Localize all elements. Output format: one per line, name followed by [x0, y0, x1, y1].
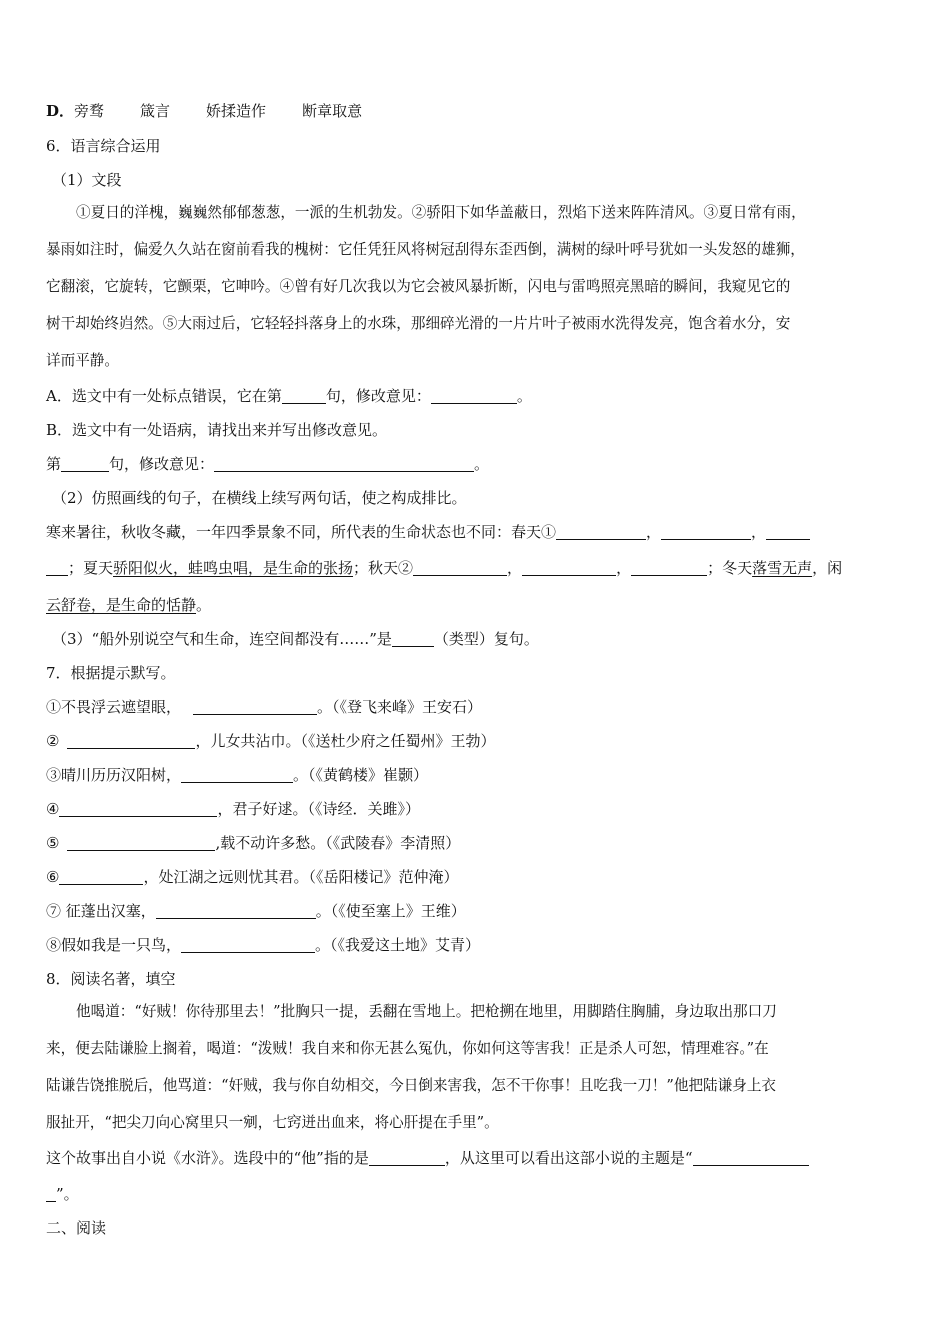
q6-passage-line: 暴雨如注时，偏爱久久站在窗前看我的槐树：它任凭狂风将树冠刮得东歪西倒，满树的绿叶呼号犹如一头发怒的雄狮，	[46, 241, 805, 258]
poem-source: ，君子好逑。（《诗经．关雎》）	[217, 800, 420, 818]
q7-item	[46, 901, 906, 921]
q6-title: 6．语言综合运用	[46, 137, 161, 155]
q8-passage-line: 陆谦告饶推脱后，他骂道：“奸贼，我与你自幼相交，今日倒来害我，怎不干你事！且吃我一刀！”他把陆谦身上衣	[46, 1077, 777, 1094]
poem-line: ⑤	[46, 834, 60, 852]
q7-item	[46, 765, 906, 785]
answer-blank[interactable]	[766, 524, 810, 540]
poem-line: ⑥	[46, 868, 60, 886]
question-text: ，从这里可以看出这部小说的主题是“	[444, 1149, 693, 1167]
punctuation: ，	[646, 523, 662, 541]
answer-blank[interactable]	[67, 733, 195, 749]
q7-item	[46, 697, 906, 717]
q6-part2-line	[46, 522, 906, 542]
option-word: 旁骛	[74, 102, 105, 120]
option-word: 断章取意	[302, 102, 363, 120]
poem-line: ①不畏浮云遮望眼，	[46, 698, 182, 716]
underlined-sentence: 落雪无声	[752, 559, 813, 577]
q7-item	[46, 799, 906, 819]
q8-passage-line: 来，便去陆谦脸上搁着，喝道：“泼贼！我自来和你无甚么冤仇，你如何这等害我！正是杀人可恕，情理难容。”在	[46, 1040, 769, 1057]
answer-blank[interactable]	[556, 524, 646, 540]
q6-part2-line	[46, 595, 906, 615]
answer-blank[interactable]	[522, 560, 616, 576]
punctuation: ，	[751, 523, 767, 541]
q8-passage-line: 他喝道：“好贼！你待那里去！”批胸只一提，丢翻在雪地上。把枪搠在地里，用脚踏住胸脯，身边取出那口刀	[76, 1003, 777, 1020]
q6-part2-title: （2）仿照画线的句子，在横线上续写两句话，使之构成排比。	[52, 489, 467, 507]
answer-blank[interactable]	[282, 388, 326, 404]
answer-blank[interactable]	[193, 699, 317, 715]
q6-passage-line: 它翻滚，它旋转，它颤栗，它呻吟。④曾有好几次我以为它会被风暴折断，闪电与雷鸣照亮黑暗的瞬间，我窥见它的	[46, 278, 791, 295]
question-text: ；冬天	[707, 559, 753, 577]
q6-part3	[52, 629, 912, 649]
punctuation: 。	[196, 596, 212, 614]
question-text: ，闲	[812, 559, 843, 577]
q7-title: 7．根据提示默写。	[46, 664, 176, 682]
question-text: ；秋天②	[353, 559, 414, 577]
question-text: 这个故事出自小说《水浒》。选段中的“他”指的是	[46, 1149, 369, 1167]
poem-source: 。（《我爱这土地》艾青）	[315, 936, 481, 954]
q6-question-b-answer	[46, 454, 906, 474]
q6-part1-title: （1）文段	[52, 171, 122, 189]
section-heading: 二、阅读	[46, 1219, 107, 1237]
answer-blank[interactable]	[631, 560, 707, 576]
q8-title: 8．阅读名著，填空	[46, 970, 176, 988]
q7-item	[46, 867, 906, 887]
question-text: 寒来暑往，秋收冬藏，一年四季景象不同，所代表的生命状态也不同：春天①	[46, 523, 557, 541]
answer-blank[interactable]	[214, 456, 474, 472]
answer-blank[interactable]	[413, 560, 507, 576]
question-text: 第	[46, 455, 62, 473]
answer-blank[interactable]	[59, 869, 143, 885]
answer-blank[interactable]	[61, 456, 109, 472]
q7-item	[46, 833, 906, 853]
q8-question	[46, 1148, 906, 1168]
q6-question-b: B．选文中有一处语病，请找出来并写出修改意见。	[46, 421, 388, 439]
poem-line: ③晴川历历汉阳树，	[46, 766, 182, 784]
option-label: D．	[46, 102, 75, 120]
answer-blank[interactable]	[369, 1150, 445, 1166]
answer-blank[interactable]	[156, 903, 316, 919]
q8-question-cont	[46, 1184, 906, 1204]
poem-line: ④	[46, 800, 60, 818]
punctuation: ，	[616, 559, 632, 577]
answer-blank[interactable]	[661, 524, 751, 540]
q7-item	[46, 935, 906, 955]
question-text: 句，修改意见：	[325, 387, 431, 405]
answer-blank[interactable]	[67, 835, 215, 851]
punctuation: 。	[474, 455, 490, 473]
poem-line: ⑧假如我是一只鸟，	[46, 936, 182, 954]
answer-blank[interactable]	[431, 388, 517, 404]
poem-source: 。（《使至塞上》王维）	[315, 902, 466, 920]
answer-blank[interactable]	[693, 1150, 809, 1166]
punctuation: ”。	[56, 1185, 79, 1203]
q6-passage-line: ①夏日的洋槐，巍巍然郁郁葱葱，一派的生机勃发。②骄阳下如华盖蔽日，烈焰下送来阵阵清风。③夏日常有雨，	[76, 204, 806, 221]
q6-passage-line: 树干却始终岿然。⑤大雨过后，它轻轻抖落身上的水珠，那细碎光滑的一片片叶子被雨水洗得发亮，饱含着水分，安	[46, 315, 791, 332]
underlined-sentence: 云舒卷，是生命的恬静	[46, 596, 197, 614]
q7-item	[46, 731, 906, 751]
answer-blank[interactable]	[46, 1186, 56, 1202]
poem-source: 。（《黄鹤楼》崔颢）	[293, 766, 429, 784]
poem-source: ，处江湖之远则忧其君。（《岳阳楼记》范仲淹）	[143, 868, 459, 886]
question-text: A．选文中有一处标点错误，它在第	[46, 387, 282, 405]
poem-line: ②	[46, 732, 60, 750]
question-text: 句，修改意见：	[109, 455, 215, 473]
option-word: 娇揉造作	[206, 102, 267, 120]
answer-blank[interactable]	[181, 767, 293, 783]
poem-source: ,载不动许多愁。（《武陵春》李清照）	[215, 834, 461, 852]
q6-part2-line	[46, 558, 906, 578]
q8-passage-line: 服扯开，“把尖刀向心窝里只一剜，七窍迸出血来，将心肝提在手里”。	[46, 1114, 499, 1131]
question-text: （3）“船外别说空气和生命，连空间都没有……”是	[52, 630, 392, 648]
punctuation: 。	[516, 387, 532, 405]
answer-blank[interactable]	[46, 560, 68, 576]
question-text: ；夏天	[68, 559, 114, 577]
q6-question-a	[46, 386, 906, 406]
underlined-sentence: 骄阳似火，蛙鸣虫唱，是生命的张扬	[113, 559, 354, 577]
q6-passage-line: 详而平静。	[46, 352, 119, 369]
poem-source: ，儿女共沾巾。（《送杜少府之任蜀州》王勃）	[195, 732, 496, 750]
poem-source: 。（《登飞来峰》王安石）	[317, 698, 483, 716]
answer-blank[interactable]	[392, 631, 434, 647]
question-text: （类型）复句。	[433, 630, 539, 648]
answer-blank[interactable]	[181, 937, 315, 953]
option-word: 箴言	[140, 102, 171, 120]
q5-option-d	[46, 101, 906, 121]
answer-blank[interactable]	[59, 801, 217, 817]
punctuation: ，	[507, 559, 523, 577]
poem-line: ⑦ 征蓬出汉塞，	[46, 902, 156, 920]
